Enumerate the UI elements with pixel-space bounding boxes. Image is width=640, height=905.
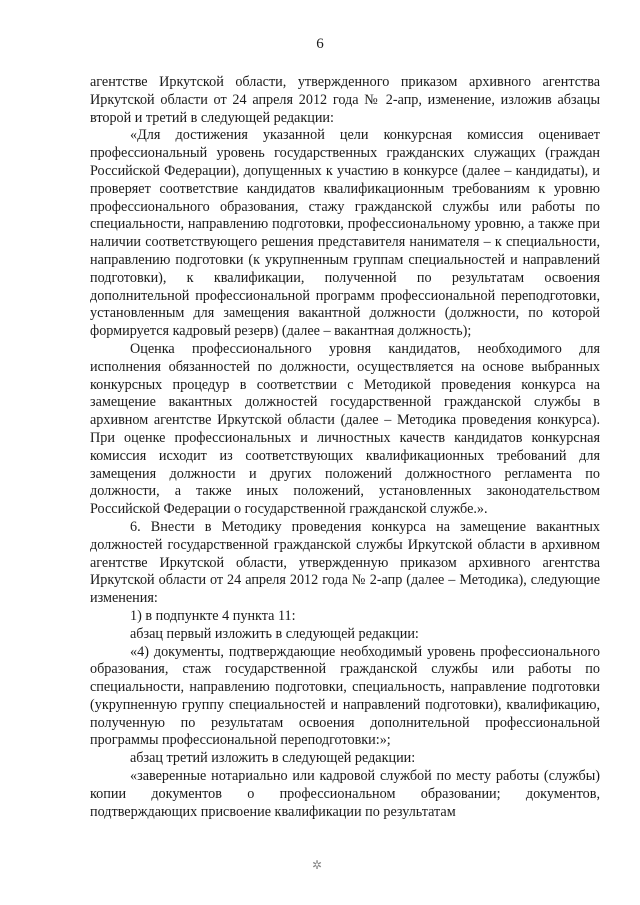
paragraph: 6. Внести в Методику проведения конкурса на замещение вакантных должностей государственной гражданской службы Иркутской области в архивном агентстве Иркутской области, утвержденную приказом архивного агентства Иркутской области от 24 апреля 2012 года № 2-апр (далее – Методика), следующие изменения:: [90, 518, 600, 607]
paragraph: агентстве Иркутской области, утвержденного приказом архивного агентства Иркутской области от 24 апреля 2012 года № 2-апр, изменение, изложив абзацы второй и третий в следующей редакции:: [90, 74, 600, 126]
paragraph: «4) документы, подтверждающие необходимый уровень профессионального образования, стаж государственной гражданской службы или работы по специальности, направлению подготовки, специальность, направление подготовки (укрупненную группу специальностей и направлений подготовки), квалификацию, полученную по результатам освоения дополнительной профессиональной программы профессиональной переподготовки:»;: [90, 643, 600, 749]
paragraph: 1) в подпункте 4 пункта 11:: [130, 607, 296, 624]
paragraph: Оценка профессионального уровня кандидатов, необходимого для исполнения обязанностей по должности, осуществляется на основе выбранных конкурсных процедур в соответствии с Методикой проведения конкурса на замещение вакантных должностей государственной гражданской службы в архивном агентстве Иркутской области (далее – Методика проведения конкурса). При оценке профессиональных и личностных качеств кандидатов конкурсная комиссия исходит из соответствующих квалификационных требований для замещения должности и других положений должностного регламента по должности, а также иных положений, установленных законодательством Российской Федерации о государственной гражданской службе.».: [90, 340, 600, 518]
document-body: [90, 74, 600, 821]
scan-mark: ✲: [312, 858, 323, 872]
paragraph: абзац первый изложить в следующей редакции:: [130, 625, 419, 642]
paragraph: абзац третий изложить в следующей редакции:: [130, 750, 416, 767]
paragraph: «Для достижения указанной цели конкурсная комиссия оценивает профессиональный уровень государственных гражданских служащих (граждан Российской Федерации), допущенных к участию в конкурсе (далее – кандидаты), и проверяет соответствие кандидатов квалификационным требованиям к уровню профессионального образования, стажу гражданской службы или работы по специальности, направлению подготовки, профессиональному уровню, а также при наличии соответствующего решения представителя нанимателя – к специальности, направлению подготовки (к укрупненным группам специальностей и направлений подготовки), к квалификации, полученной по результатам освоения дополнительной профессиональной программ профессиональной переподготовки, установленным для замещения вакантной должности (должности, по которой формируется кадровый резерв) (далее – вакантная должность);: [90, 127, 600, 340]
page-number: 6: [316, 36, 324, 52]
paragraph: «заверенные нотариально или кадровой службой по месту работы (службы) копии документов о профессиональном образовании; документов, подтверждающих присвоение квалификации по результатам: [90, 768, 600, 820]
